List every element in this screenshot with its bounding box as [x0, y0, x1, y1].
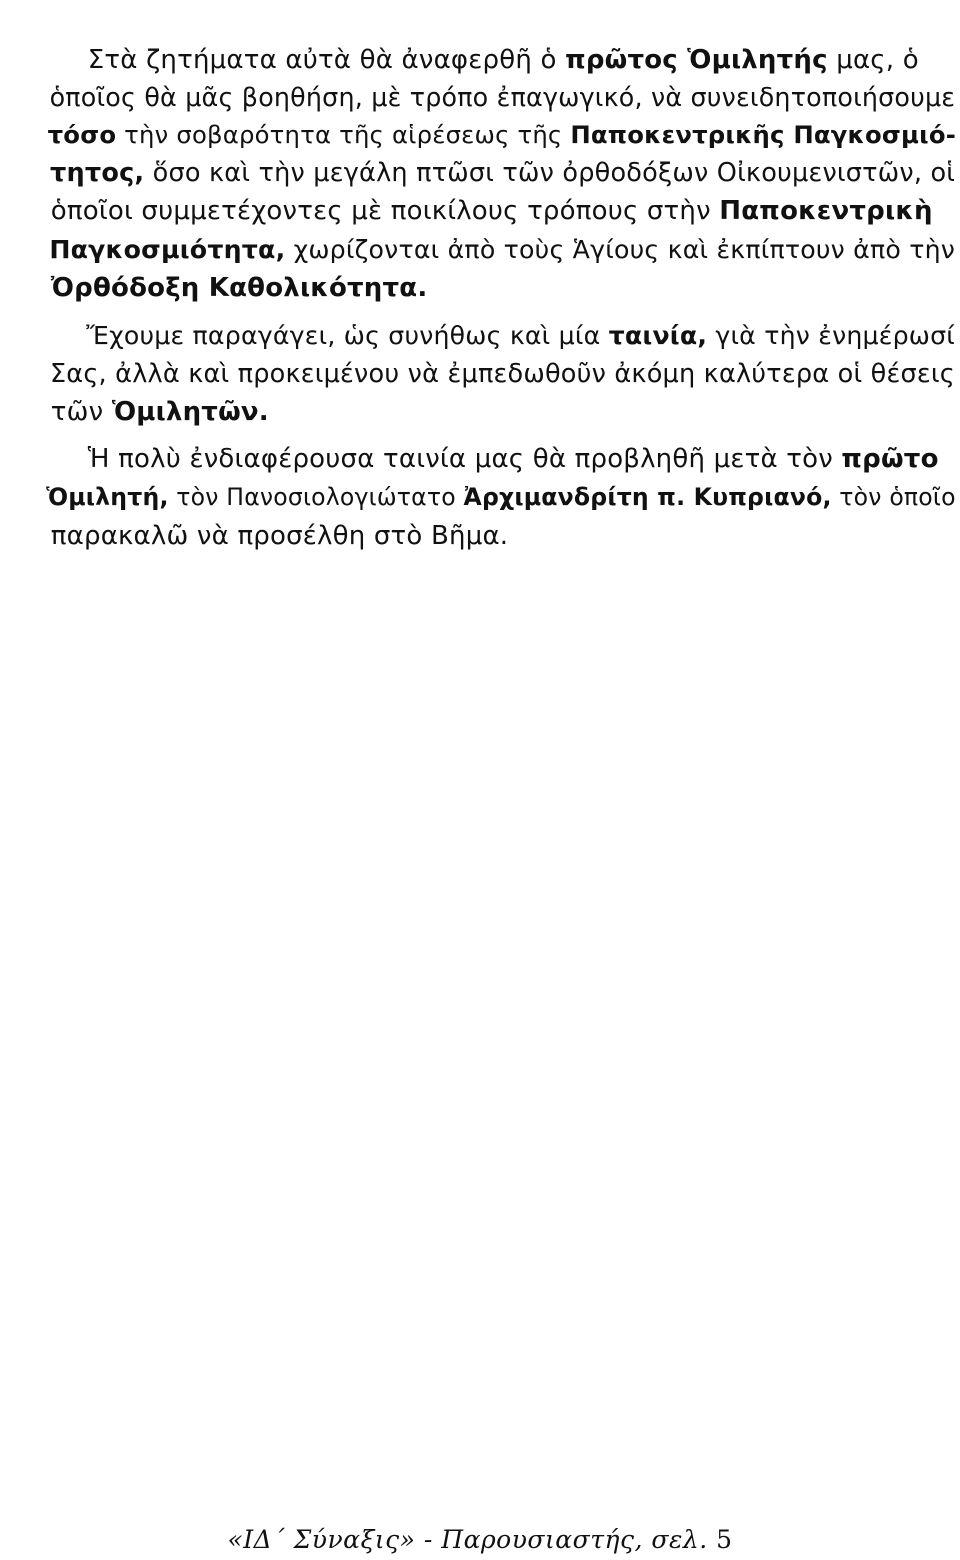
text-line [37, 276, 960, 350]
text-segment: τὴν σοβαρότητα τῆς αἱρέσεως τῆς [116, 120, 571, 149]
text-line [0, 352, 960, 427]
text-line [0, 37, 960, 112]
text-line [0, 314, 960, 389]
page-number: 5 [716, 1525, 733, 1554]
text-line [0, 151, 960, 226]
text-segment: Σας, ἀλλὰ καὶ προκειμένου νὰ ἐμπεδωθοῦν ἀκόμη καλύτερα οἱ θέσεις [49, 359, 955, 389]
text-segment: χωρίζονται ἀπὸ τοὺς Ἁγίους καὶ ἐκπίπτουν ἀπὸ τὴν [285, 235, 956, 264]
text-segment-bold: Ὁμιλητή, [46, 483, 169, 511]
text-line [37, 0, 960, 75]
text-segment: ὅσο καὶ τὴν μεγάλη πτῶσι τῶν ὀρθοδόξων Οἰκουμενιστῶν, οἱ [144, 158, 956, 188]
text-segment-bold: Ὀρθόδοξη Καθολικότητα. [50, 273, 428, 303]
text-line [37, 399, 960, 474]
text-segment: παρακαλῶ νὰ προσέλθη στὸ Βῆμα. [50, 521, 509, 551]
text-segment-bold: ταινία, [608, 321, 708, 350]
page-footer [0, 1520, 960, 1560]
text-segment-bold: Ὁμιλητῶν. [111, 397, 269, 427]
text-segment: Ἔχουμε παραγάγει, ὡς συνήθως καὶ μία [86, 321, 609, 350]
text-line [0, 228, 960, 303]
text-segment-bold: τητος, [49, 158, 145, 188]
text-segment-bold: πρῶτος Ὁμιλητής [565, 45, 828, 75]
text-segment: τὸν Πανοσιολογιώτατο [168, 483, 464, 511]
text-segment: ὁποῖοι συμμετέχοντες μὲ ποικίλους τρόπους στὴν [50, 196, 720, 226]
text-segment: Ἡ πολὺ ἐνδιαφέρουσα ταινία μας θὰ προβληθῆ μετὰ τὸν [87, 444, 842, 474]
text-segment-bold: Παγκοσμιότητα, [49, 235, 286, 264]
text-segment: τῶν [50, 397, 112, 427]
text-line [0, 190, 960, 264]
text-line [0, 476, 960, 551]
footer-title: «ΙΔ΄ Σύναξις» - Παρουσιαστής, σελ. [227, 1525, 708, 1554]
text-segment-bold: πρῶτο [841, 444, 939, 474]
text-segment-bold: Παποκεντρικῆς Παγκοσμιό- [570, 120, 957, 149]
text-segment-bold: Ἀρχιμανδρίτη π. Κυπριανό, [463, 483, 832, 511]
text-segment-bold: τόσο [47, 120, 117, 149]
text-segment: Στὰ ζητήματα αὐτὰ θὰ ἀναφερθῆ ὁ [87, 45, 566, 75]
text-segment: γιὰ τὴν ἐνημέρωσί [707, 321, 955, 350]
text-segment: μας, ὁ [827, 45, 919, 75]
text-line [0, 113, 960, 188]
text-segment: ὁποῖος θὰ μᾶς βοηθήση, μὲ τρόπο ἐπαγωγικό, νὰ συνειδητοποιήσουμε [49, 82, 956, 112]
text-line [0, 75, 960, 149]
text-line [0, 437, 960, 511]
text-segment-bold: Παποκεντρικὴ [719, 196, 933, 226]
text-segment: τὸν ὁποῖο [831, 483, 956, 511]
